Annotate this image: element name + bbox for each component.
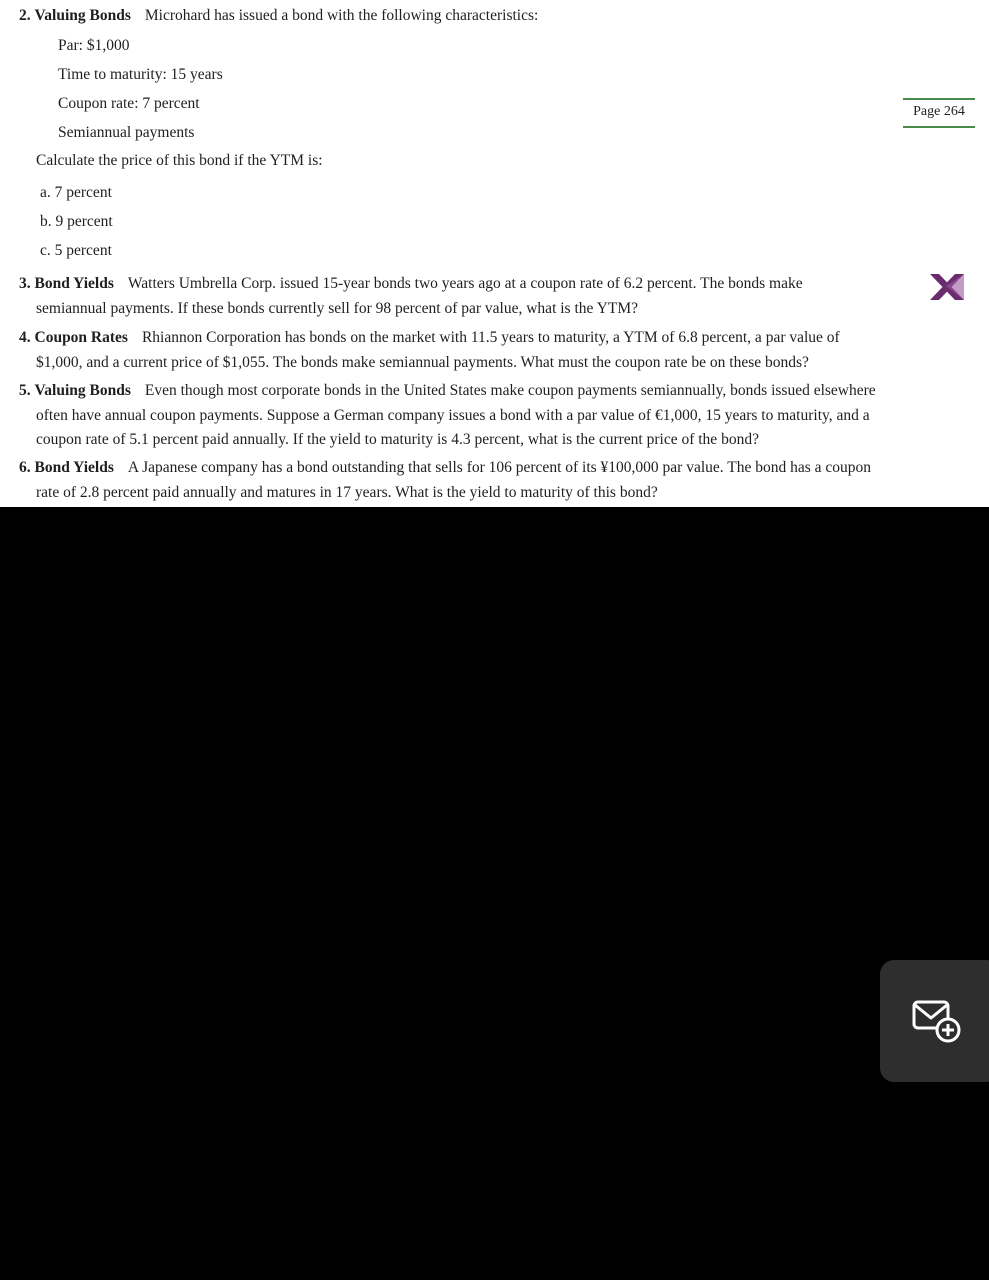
problem-5-text-1: Even though most corporate bonds in the United States make coupon payments semiannually, bonds issued elsewhere xyxy=(144,382,876,399)
problem-2-intro: Microhard has issued a bond with the following characteristics: xyxy=(144,7,539,24)
problem-2-header xyxy=(19,6,538,26)
option-text: 9 percent xyxy=(55,213,113,230)
problem-5-number: 5. xyxy=(19,382,31,399)
mail-add-icon xyxy=(910,996,962,1048)
problem-6-text-1: A Japanese company has a bond outstanding that sells for 106 percent of its ¥100,000 par value. The bond has a coupon xyxy=(127,459,872,476)
problem-4-line-1 xyxy=(19,328,840,348)
option-c xyxy=(40,241,112,261)
problem-3-text-1: Watters Umbrella Corp. issued 15-year bonds two years ago at a coupon rate of 6.2 percent. The bonds make xyxy=(127,275,803,292)
characteristic-maturity: Time to maturity: 15 years xyxy=(58,66,223,83)
problem-2-question: Calculate the price of this bond if the YTM is: xyxy=(36,152,323,169)
problem-3-line-1 xyxy=(19,274,803,294)
problem-3-number: 3. xyxy=(19,275,31,292)
floating-mail-add-button[interactable] xyxy=(880,960,989,1082)
problem-4-title: Coupon Rates xyxy=(34,329,128,346)
problem-6-line-1 xyxy=(19,458,871,478)
problem-5-line-2: often have annual coupon payments. Suppose a German company issues a bond with a par value of €1,000, 15 years to maturity, and a xyxy=(36,407,870,424)
characteristic-par: Par: $1,000 xyxy=(58,37,130,54)
option-text: 7 percent xyxy=(54,184,112,201)
characteristic-coupon: Coupon rate: 7 percent xyxy=(58,95,200,112)
problem-4-text-1: Rhiannon Corporation has bonds on the market with 11.5 years to maturity, a YTM of 6.8 percent, a par value of xyxy=(141,329,840,346)
problem-6-number: 6. xyxy=(19,459,31,476)
problem-3-line-2: semiannual payments. If these bonds currently sell for 98 percent of par value, what is the YTM? xyxy=(36,300,639,317)
textbook-page xyxy=(0,0,989,507)
problem-2-title: Valuing Bonds xyxy=(34,7,131,24)
characteristic-payments: Semiannual payments xyxy=(58,124,195,141)
option-letter: b. xyxy=(40,213,52,230)
problem-6-line-2: rate of 2.8 percent paid annually and matures in 17 years. What is the yield to maturity of this bond? xyxy=(36,484,658,501)
option-letter: c. xyxy=(40,242,51,259)
problem-4-number: 4. xyxy=(19,329,31,346)
problem-5-line-1 xyxy=(19,381,876,401)
problem-5-line-3: coupon rate of 5.1 percent paid annually. If the yield to maturity is 4.3 percent, what is the current price of the bond? xyxy=(36,431,759,448)
problem-3-title: Bond Yields xyxy=(34,275,114,292)
problem-2-number: 2. xyxy=(19,7,31,24)
problem-4-line-2: $1,000, and a current price of $1,055. The bonds make semiannual payments. What must the coupon rate be on these bonds? xyxy=(36,354,809,371)
option-text: 5 percent xyxy=(54,242,112,259)
option-b xyxy=(40,212,113,232)
option-a xyxy=(40,183,112,203)
option-letter: a. xyxy=(40,184,51,201)
problem-6-title: Bond Yields xyxy=(34,459,114,476)
x-mark-icon xyxy=(926,272,968,302)
page-number-label: Page 264 xyxy=(903,98,975,128)
problem-5-title: Valuing Bonds xyxy=(34,382,131,399)
